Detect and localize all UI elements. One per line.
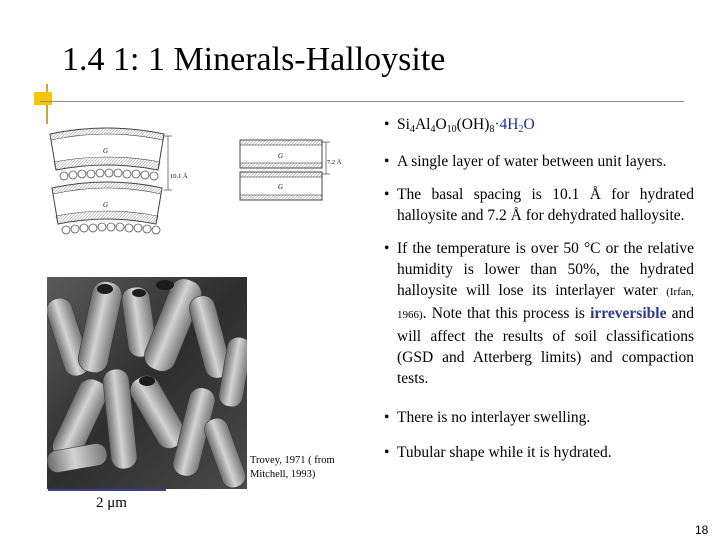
bullet-water-layer: • A single layer of water between unit layers. (384, 153, 667, 170)
hydrated-upper-layer (50, 128, 164, 170)
dehydrated-spacing-label: 7.2 Å (327, 159, 342, 166)
dehydrated-upper-layer (240, 140, 322, 168)
scale-label: 2 μm (96, 495, 127, 511)
hydrated-lower-layer (52, 182, 162, 224)
dehydrated-upper-g-label: G (278, 152, 284, 160)
title-accent-square (34, 92, 52, 105)
scale-bar (48, 489, 166, 491)
dehydrated-lower-layer (240, 172, 322, 200)
hydrated-upper-g-label: G (103, 147, 109, 155)
sem-micrograph (47, 277, 247, 489)
chemical-formula: $Si_4Al_4O_{10}(OH)_8\cdot 4H_2O$ (397, 116, 535, 135)
hydrated-lower-g-label: G (103, 201, 109, 209)
bullet-tubular: • Tubular shape while it is hydrated. (384, 444, 612, 461)
bullet-temperature: • If the temperature is over 50 °C or the relative humidity is lower than 50%, the hydrated halloysite will lose its interlayer water (Irfan, 1966). Note that this process is irreversible and will affect the results of soil classifications (GSD and Atterberg limits) and compaction tests. (384, 240, 694, 387)
halloysite-structure-diagram (40, 126, 360, 258)
dehydrated-lower-g-label: G (278, 183, 284, 191)
bullet-basal-spacing: • The basal spacing is 10.1 Å for hydrated halloysite and 7.2 Å for dehydrated halloysite. (384, 186, 694, 224)
image-citation: Trovey, 1971 ( from Mitchell, 1993) (250, 455, 335, 480)
inline-citation: (Irfan, 1966) (397, 286, 694, 321)
hydrated-spacing-marker (164, 136, 172, 190)
page-number: 18 (695, 523, 709, 537)
dehydrated-spacing-marker (322, 142, 330, 174)
water-molecules-upper (60, 169, 158, 180)
slide-title: 1.4 1: 1 Minerals-Halloysite (62, 41, 446, 78)
water-molecules-lower (62, 223, 160, 234)
bullet-list (384, 114, 694, 475)
bullet-formula: • $Si_4Al_4O_{10}(OH)_8\cdot 4H_2O$ (384, 116, 535, 135)
title-divider (40, 101, 684, 102)
irreversible-emphasis: irreversible (590, 305, 667, 322)
hydrated-spacing-label: 10.1 Å (170, 173, 188, 180)
bullet-swelling: • There is no interlayer swelling. (384, 409, 591, 426)
